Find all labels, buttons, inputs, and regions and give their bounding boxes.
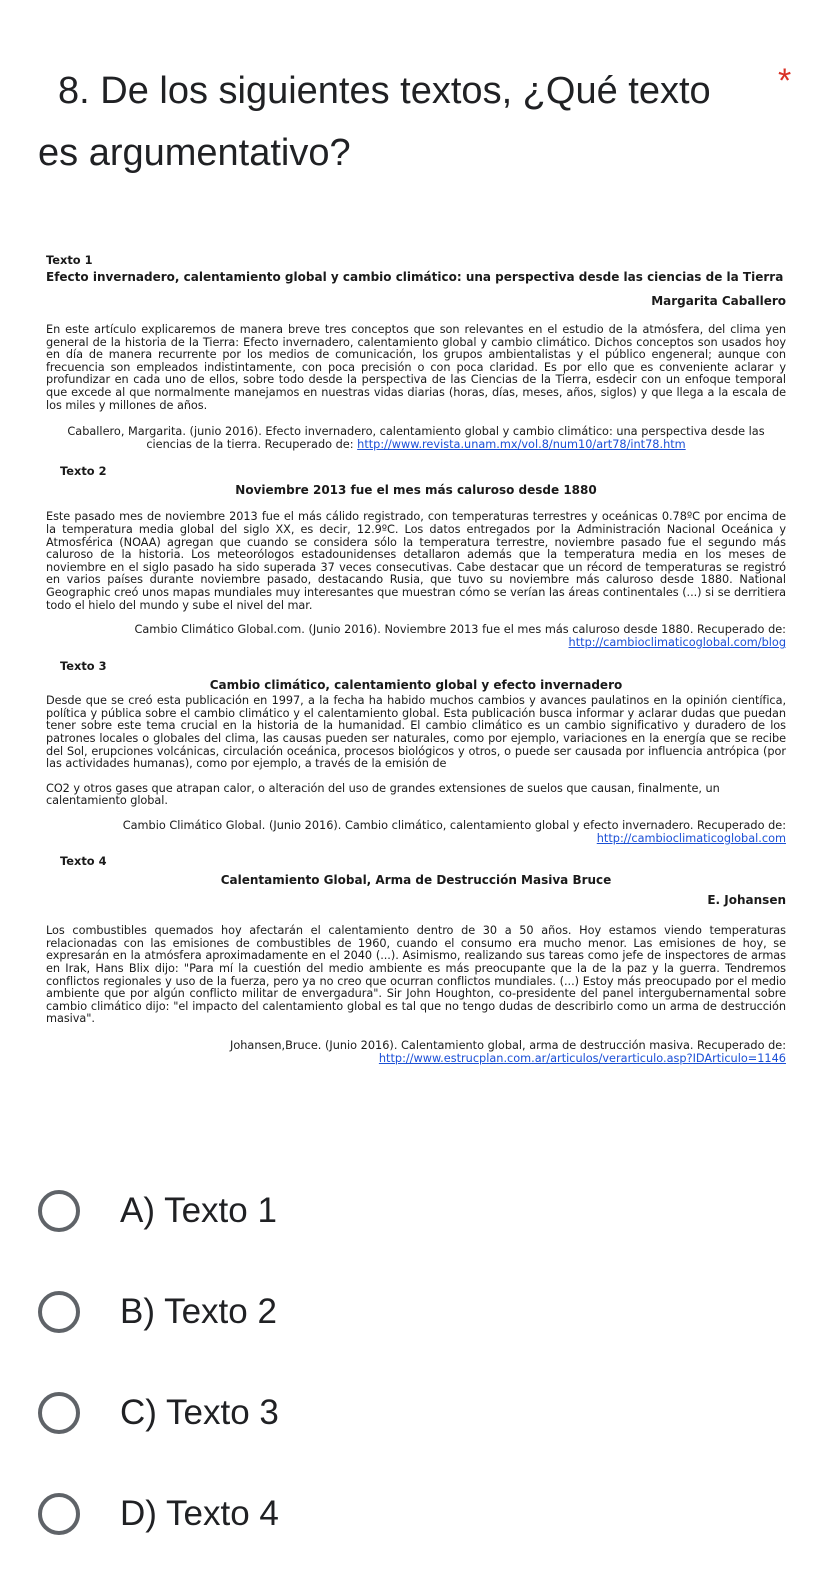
radio-circle-icon[interactable]	[38, 1291, 80, 1333]
option-c[interactable]	[38, 1389, 279, 1437]
required-asterisk: *	[778, 62, 792, 100]
texto2-citation-text: Cambio Climático Global.com. (Junio 2016). Noviembre 2013 fue el mes más caluroso desde 1880. Recuperado de:	[134, 623, 786, 637]
question-title-line2: es argumentativo?	[38, 132, 351, 174]
texto1-title: Efecto invernadero, calentamiento global y cambio climático: una perspectiva desde las ciencias de la Tierra	[46, 270, 784, 284]
texto1-label: Texto 1	[46, 253, 93, 267]
texto1-citation	[46, 426, 786, 451]
texto2-citation	[46, 624, 786, 649]
texto3-citation-text: Cambio Climático Global. (Junio 2016). Cambio climático, calentamiento global y efecto invernadero. Recuperado de:	[122, 819, 786, 833]
texto4-citation-text: Johansen,Bruce. (Junio 2016). Calentamiento global, arma de destrucción masiva. Recuperado de:	[230, 1038, 786, 1052]
question-image	[46, 250, 786, 1065]
question-title	[38, 60, 778, 184]
texto3-body-2: CO2 y otros gases que atrapan calor, o alteración del uso de grandes extensiones de suelos que causan, finalmente, un calentamiento global.	[46, 781, 720, 808]
texto2-body: Este pasado mes de noviembre 2013 fue el más cálido registrado, con temperaturas terrestres y oceánicas 0.78ºC por encima de la temperatura media global del siglo XX, es decir, 12.9ºC. Los datos entregados por la Administración Nacional Oceánica y Atmosférica (NOAA) agregan que cuando se considera sólo la temperatura terrestre, noviembre pasado fue el segundo más caluroso de la historia. Los meteorólogos estadounidenses detallaron además que la temperatura media en los meses de noviembre en el siglo pasado ha sido superada 37 veces consecutivas. Cabe destacar que un récord de temperaturas se registró en varios países durante noviembre pasado, destacando Rusia, que tuvo su noviembre más caluroso desde 1880. National Geographic creó unos mapas mundiales muy interesantes que muestran cómo se verían las áreas continentales (...) si se derritiera todo el hielo del mundo y sube el nivel del mar.	[46, 510, 786, 612]
texto1-author: Margarita Caballero	[651, 294, 786, 308]
option-b[interactable]	[38, 1288, 277, 1336]
texto3-title: Cambio climático, calentamiento global y efecto invernadero	[209, 678, 623, 693]
texto4-link[interactable]: http://www.estrucplan.com.ar/articulos/verarticulo.asp?IDArticulo=1146	[378, 1051, 786, 1065]
texto3-label: Texto 3	[60, 659, 107, 674]
texto2-label: Texto 2	[60, 464, 107, 479]
radio-circle-icon[interactable]	[38, 1392, 80, 1434]
texto4-author: E. Johansen	[707, 893, 786, 908]
option-d-label: D) Texto 4	[120, 1494, 279, 1533]
texto1-body: En este artículo explicaremos de manera breve tres conceptos que son relevantes en el estudio de la atmósfera, del clima yen general de la historia de la Tierra: Efecto invernadero, calentamiento global y cambio climático. Dichos conceptos son usados hoy en día de manera recurrente por los medios de comunicación, los grupos ambientalistas y el público engeneral; aunque con frecuencia son empleados indistintamente, con poca precisión o con poca claridad. Es por ello que es conveniente aclarar y profundizar en cada uno de ellos, sobre todo desde la perspectiva de las Ciencias de la Tierra, esdecir con un enfoque temporal que excede al que normalmente manejamos en nuestras vidas diarias (horas, días, meses, años, siglos) y que llega a la escala de los miles y millones de años.	[46, 323, 786, 412]
option-d[interactable]	[38, 1490, 279, 1538]
texto2-link[interactable]: http://cambioclimaticoglobal.com/blog	[568, 635, 786, 649]
texto1-citation-text: Caballero, Margarita. (junio 2016). Efecto invernadero, calentamiento global y cambio climático: una perspectiva desde las ciencias de la tierra. Recuperado de:	[67, 425, 765, 451]
option-c-label: C) Texto 3	[120, 1393, 279, 1432]
option-a[interactable]	[38, 1187, 277, 1235]
radio-circle-icon[interactable]	[38, 1493, 80, 1535]
texto1-link[interactable]: http://www.revista.unam.mx/vol.8/num10/art78/int78.htm	[357, 437, 686, 451]
texto3-link[interactable]: http://cambioclimaticoglobal.com	[596, 831, 786, 845]
radio-circle-icon[interactable]	[38, 1190, 80, 1232]
texto4-title: Calentamiento Global, Arma de Destrucción Masiva Bruce	[220, 873, 612, 888]
texto3-body: Desde que se creó esta publicación en 1997, a la fecha ha habido muchos cambios y avances paulatinos en la opinión científica, política y pública sobre el cambio climático y el calentamiento global. Esta publicación busca informar y aclarar dudas que puedan tener sobre este tema crucial en la historia de la humanidad. El cambio climático es un cambio significativo y duradero de los patrones locales o globales del clima, las causas pueden ser naturales, como por ejemplo, variaciones en la energía que se recibe del Sol, erupciones volcánicas, circulación oceánica, procesos biológicos y otros, o puede ser causada por influencia antrópica (por las actividades humanas), como por ejemplo, a través de la emisión de	[46, 694, 786, 771]
option-b-label: B) Texto 2	[120, 1292, 277, 1331]
texto4-citation	[46, 1040, 786, 1065]
question-title-line1: 8. De los siguientes textos, ¿Qué texto	[58, 70, 711, 112]
texto2-title: Noviembre 2013 fue el mes más caluroso desde 1880	[235, 483, 597, 498]
option-a-label: A) Texto 1	[120, 1191, 277, 1230]
texto4-label: Texto 4	[60, 854, 107, 869]
texto4-body: Los combustibles quemados hoy afectarán el calentamiento dentro de 30 a 50 años. Hoy estamos viendo temperaturas relacionadas con las emisiones de combustibles de 1960, cuando el consumo era mucho menor. Las emisiones de hoy, se expresarán en la atmósfera aproximadamente en el 2040 (...). Asimismo, realizando sus tareas como jefe de inspectores de armas en Irak, Hans Blix dijo: "Para mí la cuestión del medio ambiente es más preocupante que la de la paz y la guerra. Tendremos conflictos regionales y uso de la fuerza, pero ya no creo que ocurran conflictos mundiales. (...) Estoy más preocupado por el medio ambiente que por algún conflicto militar de envergadura". Sir John Houghton, co-presidente del panel intergubernamental sobre cambio climático dijo: "el impacto del calentamiento global es tal que no tengo dudas de describirlo como un arma de destrucción masiva".	[46, 924, 786, 1026]
texto3-citation	[46, 820, 786, 845]
